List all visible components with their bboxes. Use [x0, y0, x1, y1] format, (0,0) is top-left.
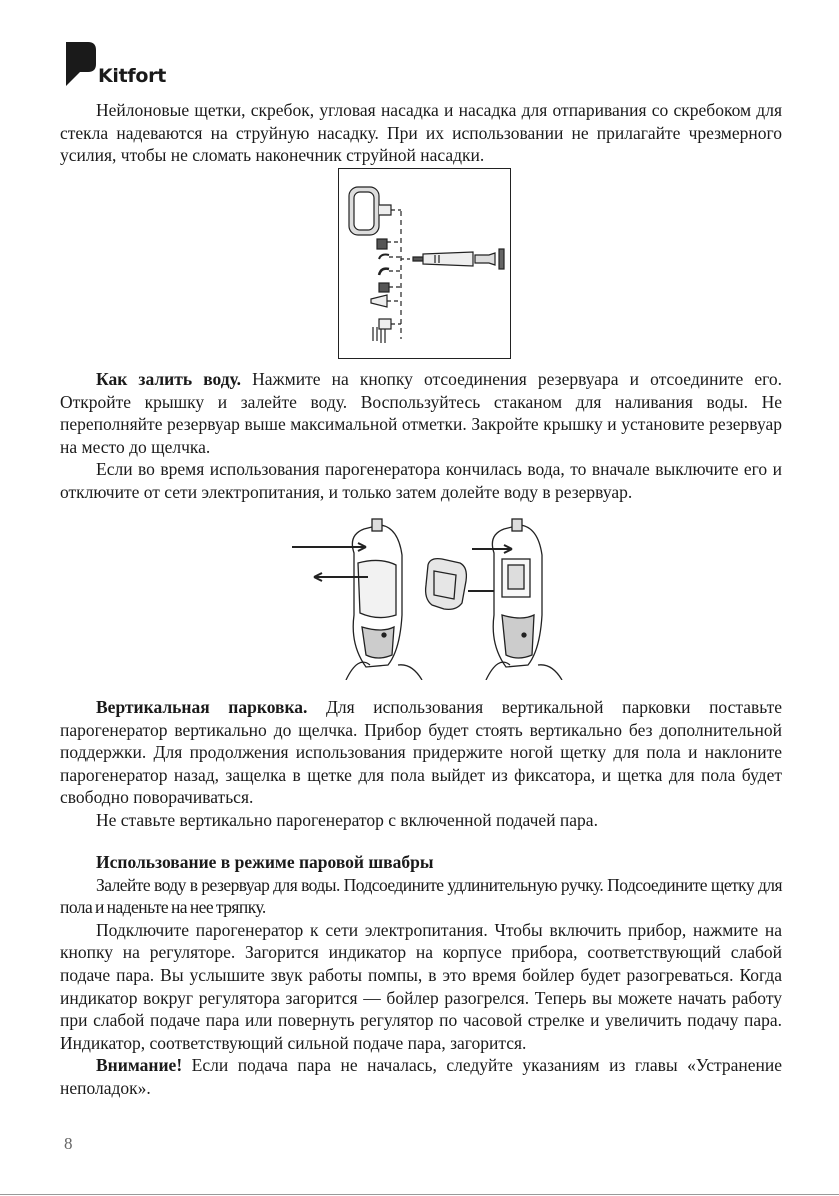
- attention-paragraph: [60, 1054, 782, 1099]
- nozzle-accessories-illustration: [339, 169, 509, 357]
- vertical-parking-paragraph: [60, 696, 782, 809]
- refill-paragraph: Если во время использования парогенератора кончилась вода, то вначале выключите его и отключите от сети электропитания, и только затем долейте воду в резервуар.: [60, 459, 782, 502]
- attention-label: Внимание!: [96, 1055, 183, 1076]
- accessories-section: [60, 99, 782, 167]
- fill-water-text: Нажмите на кнопку отсоединения резервуара и отсоедините его. Откройте крышку и залейте воду. Воспользуйтесь стаканом для наливания воды. Не переполняйте резервуар выше максимальной отметки. Закройте крышку и установите резервуар на место до щелчка.: [60, 369, 782, 457]
- steam-mop-paragraph-1: Залейте воду в резервуар для воды. Подсоедините удлинительную ручку. Подсоедините щетку для пола и наденьте на нее тряпку.: [60, 874, 782, 918]
- fill-water-heading: Как залить воду.: [96, 369, 242, 389]
- nozzle-accessories-figure: [338, 168, 511, 359]
- fill-water-paragraph: [60, 368, 782, 458]
- attention-text: Если подача пара не началась, следуйте указаниям из главы «Устранение неполадок».: [60, 1055, 782, 1098]
- steam-mop-section: [60, 851, 782, 1100]
- bottom-divider: [0, 1194, 839, 1195]
- water-tank-illustration: [262, 515, 592, 680]
- water-tank-figure: [262, 515, 592, 680]
- fill-water-section: [60, 368, 782, 504]
- brand-logo: [66, 42, 166, 86]
- vertical-parking-text: Для использования вертикальной парковки поставьте парогенератор вертикально до щелчка. Прибор будет стоять вертикально без дополнительной поддержки. Для продолжения использования придержите ногой щетку для пола и наклоните парогенератор назад, защелка в щетке для пола выйдет из фиксатора, и щетка для пола будет свободно поворачиваться.: [60, 697, 783, 808]
- steam-mop-paragraph-2: Подключите парогенератор к сети электропитания. Чтобы включить прибор, нажмите на кнопку на регуляторе. Загорится индикатор на корпусе прибора, соответствующий слабой подаче пара. Вы услышите звук работы помпы, в это время бойлер будет разогреваться. Когда индикатор вокруг регулятора загорится — бойлер разогрелся. Теперь вы можете начать работу при слабой подаче пара или повернуть регулятор по часовой стрелке и увеличить подачу пара. Индикатор, соответствующий сильной подаче пара, загорится.: [60, 919, 782, 1053]
- brand-name: Kitfort: [98, 65, 166, 87]
- kitfort-logo-icon: [66, 42, 96, 86]
- accessories-paragraph: Нейлоновые щетки, скребок, угловая насадка и насадка для отпаривания со скребоком для стекла надеваются на струйную насадку. При их использовании не прилагайте чрезмерного усилия, чтобы не сломать наконечник струйной насадки.: [60, 100, 782, 166]
- steam-mop-heading: Использование в режиме паровой швабры: [96, 852, 434, 872]
- vertical-parking-heading: Вертикальная парковка.: [96, 697, 308, 717]
- vertical-parking-section: [60, 696, 782, 832]
- page-number: 8: [64, 1134, 73, 1153]
- vertical-parking-warning: Не ставьте вертикально парогенератор с включенной подачей пара.: [96, 809, 598, 830]
